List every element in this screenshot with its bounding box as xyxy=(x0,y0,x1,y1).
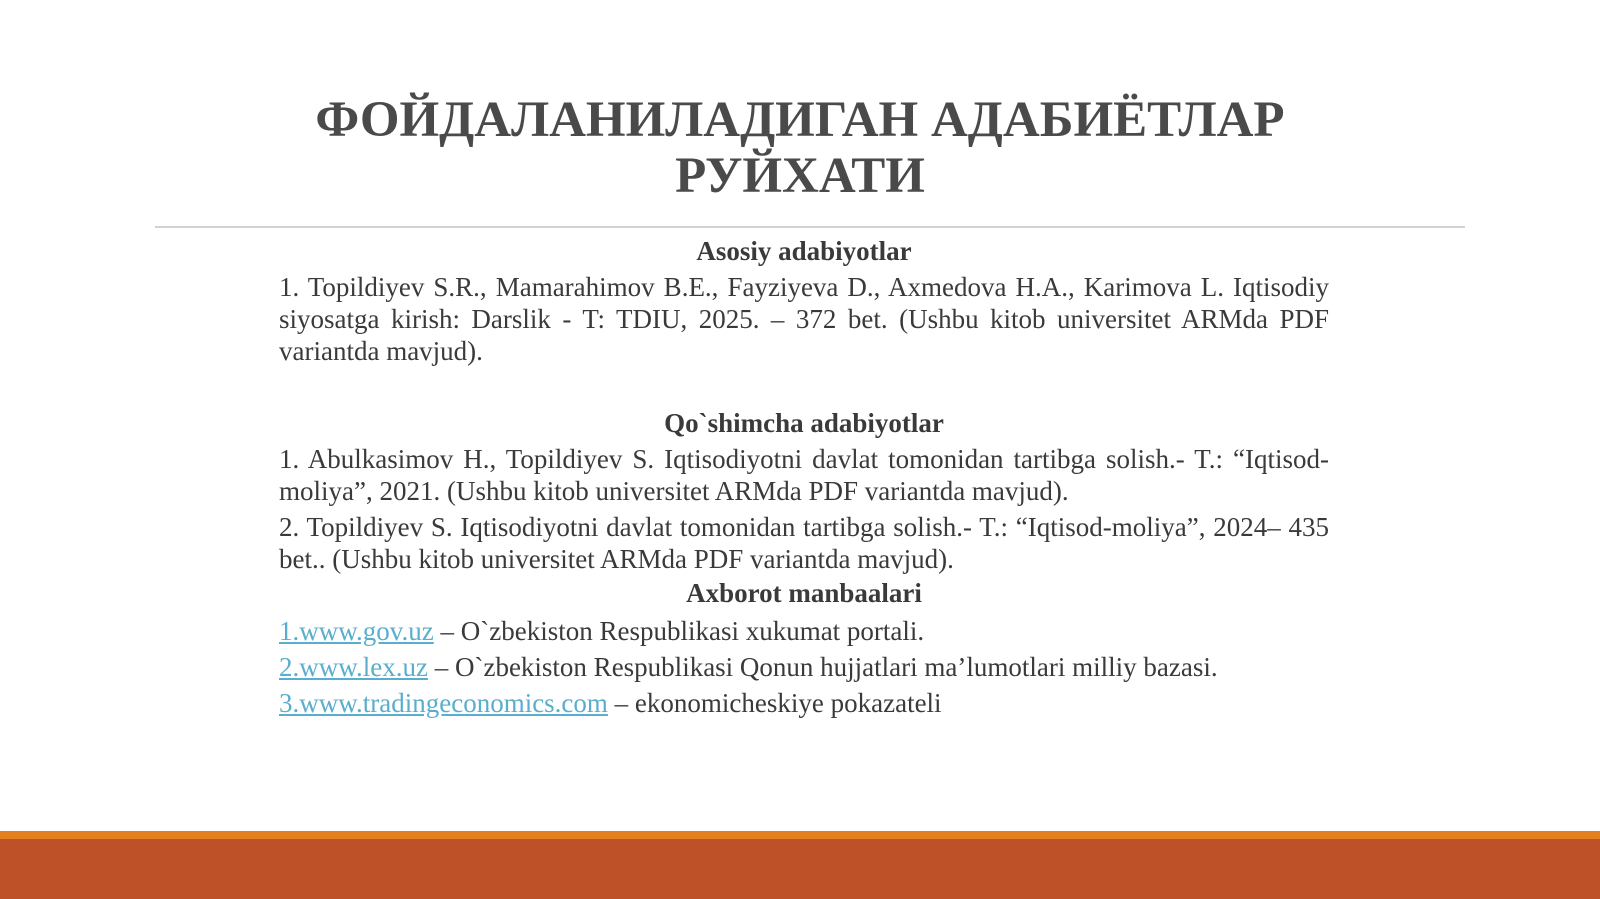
lex-uz-link[interactable]: 2.www.lex.uz xyxy=(279,652,428,682)
references-content xyxy=(279,233,1329,721)
main-literature-heading: Asosiy adabiyotlar xyxy=(696,236,912,266)
info-source-item xyxy=(279,685,1329,721)
footer-accent-stripe xyxy=(0,831,1600,839)
footer-band xyxy=(0,839,1600,899)
info-source-description: – ekonomicheskiye pokazateli xyxy=(607,688,942,718)
page-title xyxy=(150,92,1450,204)
title-line-1: ФОЙДАЛАНИЛАДИГАН АДАБИЁТЛАР xyxy=(315,92,1285,148)
additional-literature-item: 1. Abulkasimov H., Topildiyev S. Iqtisodiyotni davlat tomonidan tartibga solish.- T.: “Iqtisod-moliya”, 2021. (Ushbu kitob universitet ARMda PDF variantda mavjud). xyxy=(279,444,1329,506)
info-source-description: – O`zbekiston Respublikasi xukumat portali. xyxy=(433,616,925,646)
info-source-item xyxy=(279,649,1329,685)
title-line-2: РУЙХАТИ xyxy=(675,148,925,204)
title-divider xyxy=(155,226,1465,228)
tradingeconomics-link[interactable]: 3.www.tradingeconomics.com xyxy=(279,688,608,718)
info-source-description: – O`zbekiston Respublikasi Qonun hujjatlari ma’lumotlari milliy bazasi. xyxy=(427,652,1218,682)
main-literature-item: 1. Topildiyev S.R., Mamarahimov B.E., Fayziyeva D., Axmedova H.A., Karimova L. Iqtisodiy siyosatga kirish: Darslik - T: TDIU, 2025. – 372 bet. (Ushbu kitob universitet ARMda PDF variantda mavjud). xyxy=(279,272,1329,366)
gov-uz-link[interactable]: 1.www.gov.uz xyxy=(279,616,434,646)
additional-literature-heading: Qo`shimcha adabiyotlar xyxy=(664,408,944,438)
info-source-item xyxy=(279,613,1329,649)
section-spacer xyxy=(279,367,1329,405)
info-sources-heading: Axborot manbaalari xyxy=(686,578,922,608)
additional-literature-item: 2. Topildiyev S. Iqtisodiyotni davlat tomonidan tartibga solish.- T.: “Iqtisod-moliya”, 2024– 435 bet.. (Ushbu kitob universitet ARMda PDF variantda mavjud). xyxy=(279,512,1329,574)
